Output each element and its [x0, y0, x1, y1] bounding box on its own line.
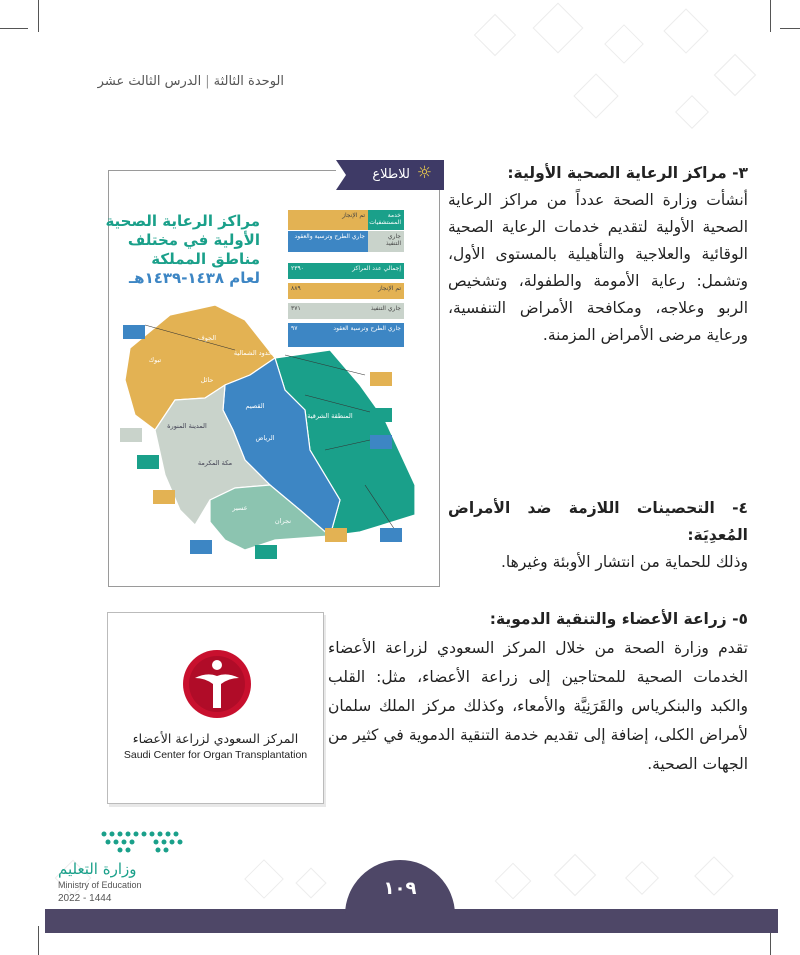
lightbulb-icon: ☼ [416, 163, 432, 183]
organ-center-emblem-icon [181, 648, 253, 720]
section-4-heading: ٤- التحصينات اللازمة ضد الأمراض المُعدِيَة: [448, 499, 748, 544]
region-label: نجران [274, 517, 292, 525]
crop-mark [38, 0, 39, 32]
legend-cell: تم الإنجاز [288, 210, 368, 230]
region-label: الرياض [255, 434, 275, 442]
decorative-diamond [573, 73, 618, 118]
page-number: ١٠٩ [345, 860, 455, 922]
legend-row-label: جاري التنفيذ [370, 305, 401, 312]
legend-row-value: ٩٧ [291, 325, 298, 332]
section-4-body: وذلك للحماية من انتشار الأوبئة وغيرها. [501, 553, 748, 571]
region-label: القصيم [245, 402, 265, 410]
legend-row-label: تم الإنجاز [378, 285, 401, 292]
decorative-diamond [295, 867, 326, 898]
map-title-line: مناطق المملكة [151, 250, 260, 268]
legend-row-value: ٣٧١ [291, 305, 301, 312]
info-tag-label: للاطلاع [372, 167, 410, 182]
legend-row-label: إجمالي عدد المراكز [352, 265, 401, 272]
region-label: المدينة المنورة [167, 422, 207, 430]
ministry-logo-dots [98, 828, 188, 860]
decorative-diamond [663, 8, 708, 53]
decorative-diamond [244, 859, 284, 899]
region-label: تبوك [148, 356, 162, 364]
legend-cell: خدمة المستشفيات [368, 210, 404, 230]
decorative-diamond [474, 14, 516, 56]
saudi-map [115, 300, 425, 565]
decorative-diamond [554, 854, 596, 896]
decorative-diamond [714, 54, 756, 96]
region-label: عسير [232, 504, 248, 512]
section-3-heading: ٣- مراكز الرعاية الصحية الأولية: [507, 164, 748, 182]
crop-mark [38, 926, 39, 955]
info-tag [336, 160, 444, 190]
decorative-diamond [694, 856, 734, 896]
decorative-diamond [533, 3, 584, 54]
crop-mark [770, 0, 771, 32]
unit-label: الوحدة الثالثة [213, 74, 284, 89]
map-legend-top [288, 210, 404, 252]
legend-row [288, 263, 404, 279]
region-label: مكة المكرمة [197, 459, 233, 467]
decorative-diamond [495, 863, 532, 900]
ministry-name-english: Ministry of Education [58, 880, 142, 890]
section-3 [448, 160, 748, 349]
region-label: المنطقة الشرقية [307, 412, 353, 420]
logo-english-name: Saudi Center for Organ Transplantation [123, 749, 308, 761]
logo-arabic-name: المركز السعودي لزراعة الأعضاء [132, 731, 299, 746]
edition-year: 2022 - 1444 [58, 893, 112, 904]
ministry-name-arabic: وزارة التعليم [58, 860, 137, 878]
region-label: الجوف [197, 334, 217, 342]
decorative-diamond [604, 24, 644, 64]
section-4 [448, 495, 748, 576]
organ-center-logo-box [107, 612, 324, 804]
legend-row-label: جاري الطرح وترسية العقود [333, 325, 401, 332]
map-title-line: مراكز الرعاية الصحية [105, 212, 260, 230]
section-5-heading: ٥- زراعة الأعضاء والتنقية الدموية: [489, 610, 748, 628]
region-label: حائل [200, 376, 214, 384]
legend-cell: جاري التنفيذ [368, 231, 404, 252]
section-5 [328, 605, 748, 779]
crop-mark [780, 28, 800, 29]
legend-cell: جاري الطرح وترسية والعقود [288, 231, 368, 252]
map-title [70, 212, 260, 288]
running-header: الوحدة الثالثة|الدرس الثالث عشر [97, 74, 284, 89]
section-3-body: أنشأت وزارة الصحة عدداً من مراكز الرعاية الصحية الأولية لتقديم خدمات الرعاية الصحية الوقائية والعلاجية والتأهيلية بالمستوى الأول، وتشمل: رعاية الأمومة والطفولة، وتشخيص الربو وعلاجه، ومكافحة الأمراض التنفسية، ورعاية مرضى الأمراض المزمنة. [448, 191, 748, 344]
legend-row-value: ٨٨٩ [291, 285, 301, 292]
lesson-label: الدرس الثالث عشر [97, 74, 202, 89]
legend-row [288, 283, 404, 299]
decorative-diamond [675, 95, 709, 129]
legend-row-value: ٢٣٩٠ [291, 265, 304, 272]
map-title-line: لعام ١٤٣٨-١٤٣٩هـ [129, 269, 260, 287]
crop-mark [0, 28, 28, 29]
region-label: الحدود الشمالية [233, 349, 277, 357]
decorative-diamond [625, 861, 659, 895]
map-title-line: الأولية في مختلف [127, 231, 260, 249]
ministry-dots-icon [98, 828, 188, 856]
section-5-body: تقدم وزارة الصحة من خلال المركز السعودي لزراعة الأعضاء الخدمات الصحية للمحتاجين إلى زراعة الأعضاء، مثل: القلب والكبد والبنكرياس والقَرَنِيَّة والأمعاء، وكذلك مركز الملك سلمان لأمراض الكلى، إضافة إلى تقديم خدمة التنقية الدموية في كثير من الجهات الصحية. [328, 639, 748, 773]
